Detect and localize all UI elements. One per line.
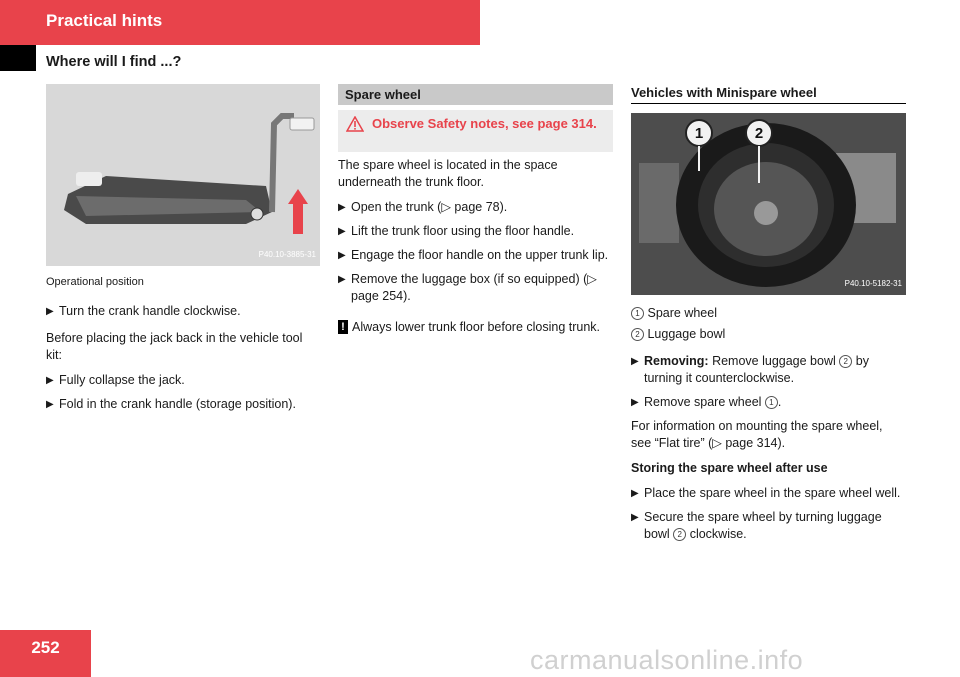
minispare-image xyxy=(631,113,906,295)
number-badge: 2 xyxy=(631,328,644,341)
step-item xyxy=(46,303,320,320)
arrow-icon: ▶ xyxy=(338,274,346,285)
paragraph: The spare wheel is located in the space underneath the trunk floor. xyxy=(338,158,558,189)
step-text: Open the trunk (▷ page 78). xyxy=(351,200,508,214)
note xyxy=(338,319,613,336)
callout-1: 1 xyxy=(694,125,704,142)
step-text: Remove the luggage box (if so equipped) (▷ page 254). xyxy=(351,272,597,303)
arrow-icon: ▶ xyxy=(338,226,346,237)
paragraph: For information on mounting the spare wheel, see “Flat tire” (▷ page 314). xyxy=(631,419,883,450)
number-badge: 1 xyxy=(631,307,644,320)
legend-text: Luggage bowl xyxy=(647,327,726,341)
minispare-illustration xyxy=(631,113,906,295)
step-label: Removing: xyxy=(644,354,709,368)
step-item xyxy=(46,396,320,413)
warning-text: Observe Safety notes, see page 314. xyxy=(372,116,597,131)
step-item xyxy=(338,247,613,264)
page-number: 252 xyxy=(31,638,60,657)
arrow-icon: ▶ xyxy=(631,512,639,523)
arrow-icon: ▶ xyxy=(631,488,639,499)
step-text: clockwise. xyxy=(689,527,747,541)
step-text: by turning it counterclockwise. xyxy=(644,354,869,385)
step-text: Secure the spare wheel by turning luggage bowl xyxy=(644,510,882,541)
step-text: Turn the crank handle clockwise. xyxy=(59,304,241,318)
arrow-icon: ▶ xyxy=(46,375,54,386)
paragraph: Before placing the jack back in the vehicle tool kit: xyxy=(46,331,303,362)
legend-item xyxy=(631,326,906,343)
jack-image xyxy=(46,84,320,266)
warning-icon xyxy=(346,116,364,132)
number-badge: 1 xyxy=(765,396,778,409)
legend-item xyxy=(631,305,906,322)
legend-text: Spare wheel xyxy=(647,306,717,320)
note-text: Always lower trunk floor before closing trunk. xyxy=(352,320,601,334)
step-text: Remove spare wheel xyxy=(644,395,762,409)
arrow-icon: ▶ xyxy=(631,397,639,408)
step-item xyxy=(338,199,613,216)
number-badge: 2 xyxy=(839,355,852,368)
step-item xyxy=(338,223,613,240)
step-item xyxy=(338,271,613,305)
page-subtitle: Where will I find ...? xyxy=(46,54,182,70)
step-item xyxy=(46,372,320,389)
exclamation-icon: ! xyxy=(338,320,348,334)
image-code: P40.10-5182-31 xyxy=(844,279,902,288)
arrow-icon: ▶ xyxy=(338,202,346,213)
section-title: Practical hints xyxy=(46,11,163,30)
image-caption: Operational position xyxy=(46,276,144,288)
arrow-icon: ▶ xyxy=(46,399,54,410)
step-text: Lift the trunk floor using the floor handle. xyxy=(351,224,575,238)
step-text: Remove luggage bowl xyxy=(712,354,836,368)
step-item xyxy=(631,485,906,502)
watermark: carmanualsonline.info xyxy=(530,645,804,675)
image-code: P40.10-3885-31 xyxy=(258,250,316,259)
column-minispare xyxy=(631,84,906,550)
header-tab xyxy=(0,45,36,71)
step-text: Fold in the crank handle (storage position). xyxy=(59,397,296,411)
subheading: Storing the spare wheel after use xyxy=(631,461,828,475)
step-item xyxy=(631,353,906,387)
section-heading: Spare wheel xyxy=(338,84,613,105)
step-item: ▶ Remove spare wheel 1 . xyxy=(631,395,782,409)
arrow-icon: ▶ xyxy=(631,356,639,367)
number-badge: 2 xyxy=(673,528,686,541)
step-text: Place the spare wheel in the spare wheel well. xyxy=(644,486,901,500)
arrow-icon: ▶ xyxy=(338,250,346,261)
arrow-icon: ▶ xyxy=(46,306,54,317)
step-text: Fully collapse the jack. xyxy=(59,373,185,387)
column-jack xyxy=(46,84,320,420)
callout-2: 2 xyxy=(754,125,764,142)
jack-illustration xyxy=(46,84,320,266)
step-text: Engage the floor handle on the upper trunk lip. xyxy=(351,248,609,262)
section-heading: Vehicles with Minispare wheel xyxy=(631,84,906,104)
step-item xyxy=(631,509,906,543)
column-spare-wheel xyxy=(338,84,613,336)
warning-box xyxy=(338,110,613,152)
